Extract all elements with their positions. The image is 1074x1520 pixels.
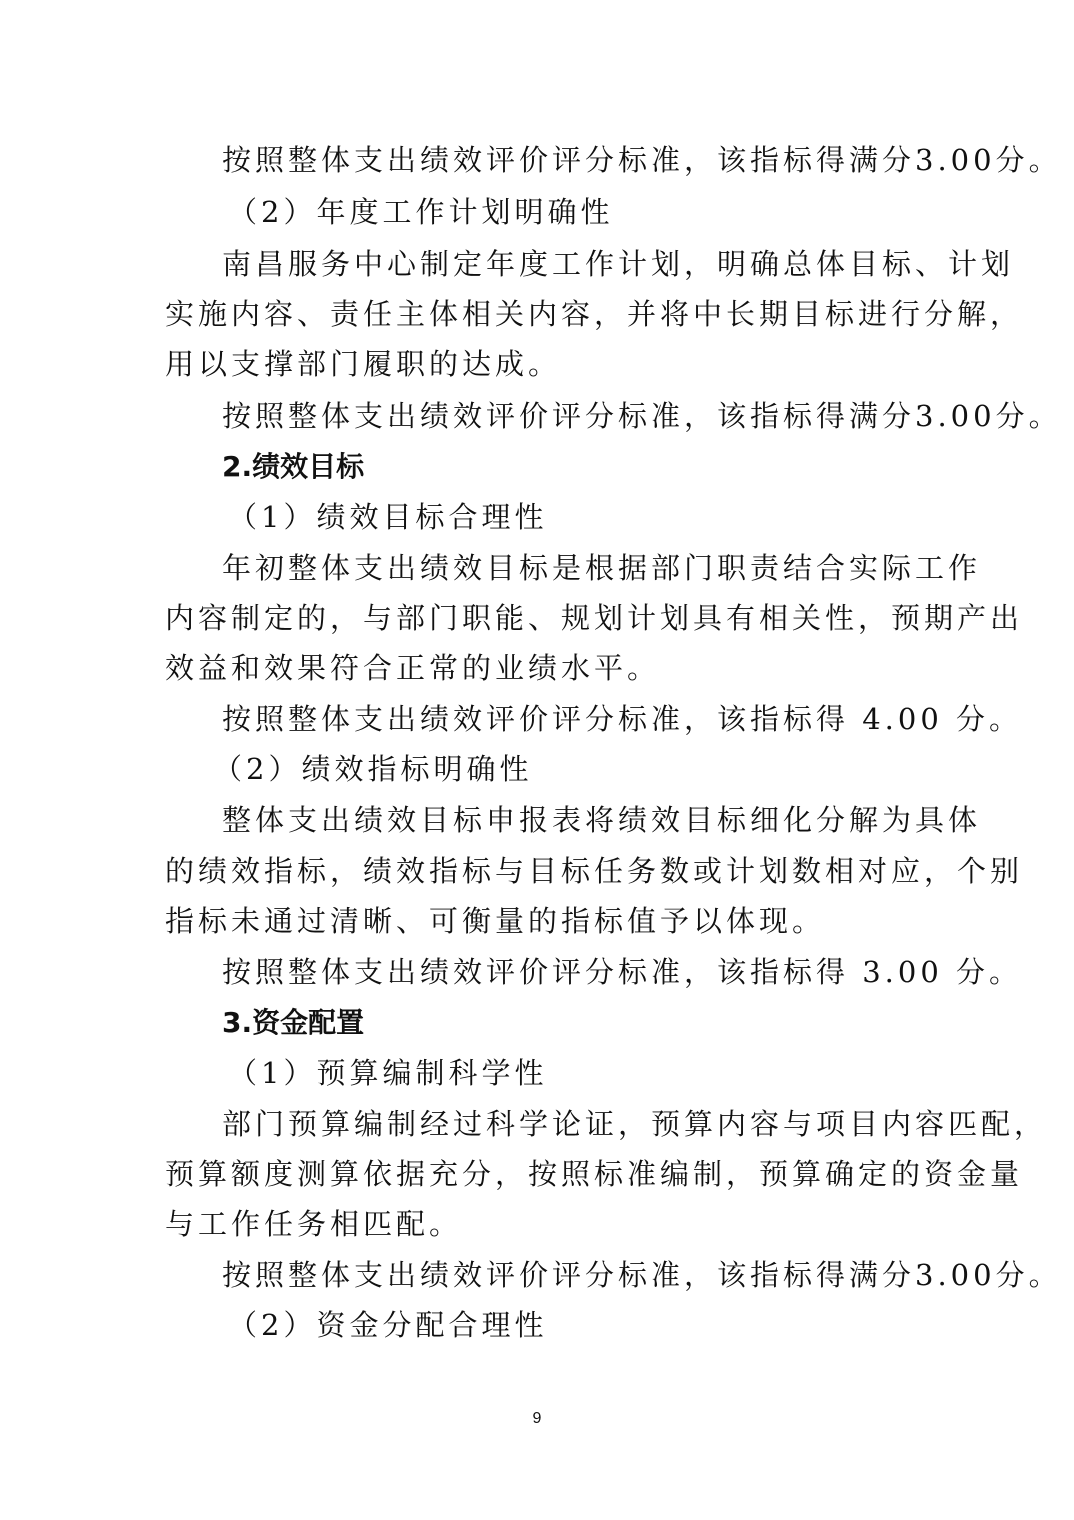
paragraph-line: 用以支撑部门履职的达成。	[165, 347, 562, 381]
section-heading: 3.资金配置	[222, 1006, 365, 1039]
paragraph-line: 与工作任务相匹配。	[165, 1207, 463, 1241]
paragraph-line: 效益和效果符合正常的业绩水平。	[165, 651, 661, 685]
paragraph-line: 按照整体支出绩效评价评分标准，该指标得满分3.00分。	[222, 143, 1062, 177]
paragraph-line: 部门预算编制经过科学论证，预算内容与项目内容匹配，	[222, 1107, 1048, 1141]
paragraph-line: 按照整体支出绩效评价评分标准，该指标得 4.00 分。	[222, 702, 1023, 736]
subheading: （1）绩效目标合理性	[228, 500, 548, 534]
subheading: （2）年度工作计划明确性	[228, 195, 614, 229]
paragraph-line: 南昌服务中心制定年度工作计划，明确总体目标、计划	[222, 247, 1015, 281]
subheading: （2）资金分配合理性	[228, 1308, 548, 1342]
paragraph-line: 按照整体支出绩效评价评分标准，该指标得满分3.00分。	[222, 399, 1062, 433]
paragraph-line: 指标未通过清晰、可衡量的指标值予以体现。	[165, 904, 826, 938]
paragraph-line: 预算额度测算依据充分，按照标准编制，预算确定的资金量	[165, 1157, 1024, 1191]
paragraph-line: 年初整体支出绩效目标是根据部门职责结合实际工作	[222, 551, 982, 585]
paragraph-line: 按照整体支出绩效评价评分标准，该指标得 3.00 分。	[222, 955, 1023, 989]
paragraph-line: 内容制定的，与部门职能、规划计划具有相关性，预期产出	[165, 601, 1024, 635]
subheading: （1）预算编制科学性	[228, 1056, 548, 1090]
section-heading: 2.绩效目标	[222, 450, 365, 483]
paragraph-line: 整体支出绩效目标申报表将绩效目标细化分解为具体	[222, 803, 982, 837]
paragraph-line: 的绩效指标，绩效指标与目标任务数或计划数相对应，个别	[165, 854, 1024, 888]
paragraph-line: 实施内容、责任主体相关内容，并将中长期目标进行分解，	[165, 297, 1024, 331]
paragraph-line: 按照整体支出绩效评价评分标准，该指标得满分3.00分。	[222, 1258, 1062, 1292]
page-number: 9	[532, 1410, 542, 1427]
subheading: （2）绩效指标明确性	[213, 752, 533, 786]
